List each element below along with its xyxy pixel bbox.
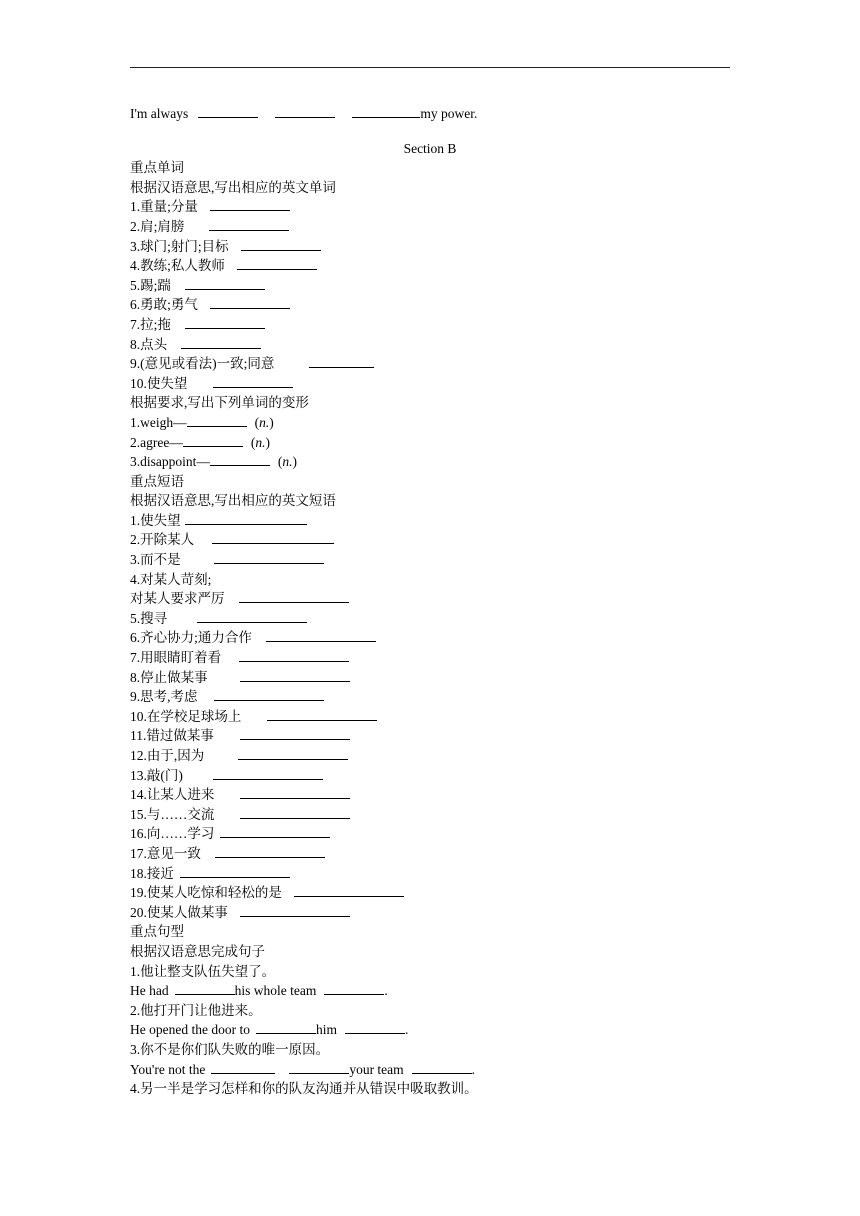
answer-blank[interactable] [240, 668, 350, 682]
answer-blank[interactable] [215, 844, 325, 858]
sentence-end: . [471, 1061, 476, 1077]
answer-blank[interactable] [240, 726, 350, 740]
answer-blank[interactable] [240, 785, 350, 799]
answer-blank[interactable] [210, 452, 270, 466]
word-item [130, 217, 740, 237]
word-item [130, 315, 740, 335]
answer-blank[interactable] [210, 295, 290, 309]
phrase-prompt: 对某人要求严厉 [130, 591, 225, 607]
phrase-item [130, 648, 740, 668]
word-item [130, 197, 740, 217]
sentence-en [130, 1060, 740, 1080]
phrase-prompt: 11.错过做某事 [130, 728, 214, 744]
phrase-prompt: 9.思考,考虑 [130, 689, 198, 705]
answer-blank[interactable] [220, 824, 330, 838]
answer-blank[interactable] [175, 981, 235, 995]
sentence-cn: 1.他让整支队伍失望了。 [130, 963, 276, 979]
intro-lead: I'm always [130, 106, 189, 121]
answer-blank[interactable] [266, 628, 376, 642]
answer-blank[interactable] [180, 864, 290, 878]
word-item [130, 276, 740, 296]
phrase-prompt: 12.由于,因为 [130, 748, 205, 763]
answer-blank[interactable] [240, 903, 350, 917]
word-prompt: 3.球门;射门;目标 [130, 238, 229, 254]
answer-blank[interactable] [239, 648, 349, 662]
phrase-prompt: 18.接近 [130, 865, 174, 881]
phrase-item [130, 668, 740, 688]
phrase-prompt: 16.向……学习 [130, 826, 215, 842]
phrase-item [130, 687, 740, 707]
phrase-prompt: 20.使某人做某事 [130, 904, 228, 920]
answer-blank[interactable] [183, 433, 243, 447]
form-item: 3.disappoint— (n.) [130, 454, 297, 470]
sentence-cn: 3.你不是你们队失败的唯一原因。 [130, 1041, 330, 1057]
answer-blank[interactable] [289, 1060, 349, 1074]
phrase-prompt: 2.开除某人 [130, 532, 195, 548]
answer-blank[interactable] [213, 766, 323, 780]
sentence-part: his whole team [234, 983, 317, 999]
phrase-prompt: 17.意见一致 [130, 845, 201, 861]
phrase-prompt: 4.对某人苛刻; [130, 571, 212, 587]
word-prompt: 7.拉;拖 [130, 316, 171, 332]
part3-heading: 重点句型 [130, 924, 184, 940]
phrase-item [130, 609, 740, 629]
answer-blank[interactable] [185, 276, 265, 290]
word-item [130, 256, 740, 276]
intro-tail: my power. [420, 106, 478, 121]
phrase-item [130, 805, 740, 825]
part-of-speech: n. [282, 454, 293, 470]
answer-blank[interactable] [213, 374, 293, 388]
sentence-en [130, 981, 740, 1001]
word-prompt: 5.踢;踹 [130, 277, 171, 293]
answer-blank[interactable] [212, 530, 334, 544]
sentence-part: He opened the door to [130, 1022, 250, 1038]
part1-heading: 重点单词 [130, 160, 184, 176]
answer-blank[interactable] [240, 805, 350, 819]
answer-blank[interactable] [237, 256, 317, 270]
form-item: 1.weigh— (n.) [130, 414, 274, 430]
phrase-item [130, 707, 740, 727]
part-of-speech: n. [259, 414, 270, 430]
blank[interactable] [275, 104, 335, 118]
answer-blank[interactable] [211, 1060, 275, 1074]
phrase-prompt: 15.与……交流 [130, 806, 215, 822]
word-prompt: 2.肩;肩膀 [130, 218, 185, 234]
word-prompt: 9.(意见或看法)一致;同意 [130, 356, 275, 372]
blank[interactable] [198, 104, 258, 118]
answer-blank[interactable] [185, 315, 265, 329]
answer-blank[interactable] [294, 883, 404, 897]
phrase-item [130, 864, 740, 884]
phrase-item [130, 628, 740, 648]
worksheet [130, 104, 740, 1099]
answer-blank[interactable] [209, 217, 289, 231]
part3-instruction: 根据汉语意思完成句子 [130, 943, 265, 959]
phrase-prompt: 8.停止做某事 [130, 669, 208, 685]
answer-blank[interactable] [238, 746, 348, 760]
phrase-item [130, 511, 740, 531]
phrase-prompt: 1.使失望 [130, 512, 181, 528]
form-word: 1.weigh— [130, 414, 187, 430]
answer-blank[interactable] [241, 237, 321, 251]
word-item [130, 237, 740, 257]
word-item [130, 354, 740, 374]
sentence-en [130, 1020, 740, 1040]
answer-blank[interactable] [185, 511, 307, 525]
word-item [130, 335, 740, 355]
phrase-item [130, 726, 740, 746]
answer-blank[interactable] [214, 550, 324, 564]
phrase-prompt: 6.齐心协力;通力合作 [130, 630, 252, 646]
answer-blank[interactable] [197, 609, 307, 623]
sentence-cn: 2.他打开门让他进来。 [130, 1002, 262, 1018]
answer-blank[interactable] [267, 707, 377, 721]
sentence-part: your team [349, 1061, 404, 1077]
section-title: Section B [403, 140, 457, 156]
intro-sentence [130, 104, 740, 124]
part-of-speech: n. [255, 434, 266, 450]
word-prompt: 8.点头 [130, 336, 168, 352]
phrase-item [130, 903, 740, 923]
phrase-prompt: 5.搜寻 [130, 610, 168, 626]
sentence-part: him [315, 1022, 337, 1038]
phrase-prompt: 19.使某人吃惊和轻松的是 [130, 885, 282, 901]
answer-blank[interactable] [187, 413, 247, 427]
phrase-item [130, 550, 740, 570]
answer-blank[interactable] [412, 1060, 472, 1074]
answer-blank[interactable] [256, 1020, 316, 1034]
word-prompt: 10.使失望 [130, 375, 188, 391]
phrase-prompt: 10.在学校足球场上 [130, 708, 242, 724]
phrase-item [130, 530, 740, 550]
sentence-end: . [404, 1022, 409, 1038]
sentence-end: . [384, 983, 388, 999]
phrase-item [130, 570, 740, 590]
word-prompt: 6.勇敢;勇气 [130, 297, 198, 313]
form-word: 3.disappoint— [130, 454, 210, 470]
phrase-prompt: 13.敲(门) [130, 767, 183, 783]
answer-blank[interactable] [214, 687, 324, 701]
phrase-prompt: 3.而不是 [130, 552, 181, 568]
blank[interactable] [352, 104, 420, 118]
phrase-item [130, 785, 740, 805]
phrase-item [130, 883, 740, 903]
answer-blank[interactable] [239, 589, 349, 603]
answer-blank[interactable] [309, 354, 374, 368]
part1-instruction-forms: 根据要求,写出下列单词的变形 [130, 395, 309, 411]
phrase-prompt: 7.用眼睛盯着看 [130, 650, 222, 666]
header-rule [130, 67, 730, 68]
part1-instruction: 根据汉语意思,写出相应的英文单词 [130, 179, 336, 195]
phrase-item [130, 824, 740, 844]
sentence-part: He had [130, 983, 169, 999]
phrase-item [130, 766, 740, 786]
answer-blank[interactable] [324, 981, 384, 995]
answer-blank[interactable] [181, 335, 261, 349]
phrase-item [130, 746, 740, 766]
sentence-part: You're not the [130, 1061, 206, 1077]
part2-heading: 重点短语 [130, 473, 184, 489]
sentence-cn: 4.另一半是学习怎样和你的队友沟通并从错误中吸取教训。 [130, 1081, 478, 1097]
word-item [130, 374, 740, 394]
word-prompt: 1.重量;分量 [130, 199, 198, 215]
phrase-prompt: 14.让某人进来 [130, 787, 215, 803]
word-item [130, 295, 740, 315]
answer-blank[interactable] [345, 1020, 405, 1034]
part2-instruction: 根据汉语意思,写出相应的英文短语 [130, 493, 336, 509]
word-prompt: 4.教练;私人教师 [130, 258, 225, 274]
form-item: 2.agree— (n.) [130, 434, 270, 450]
answer-blank[interactable] [210, 197, 290, 211]
phrase-item [130, 844, 740, 864]
phrase-item [130, 589, 740, 609]
form-word: 2.agree— [130, 434, 183, 450]
